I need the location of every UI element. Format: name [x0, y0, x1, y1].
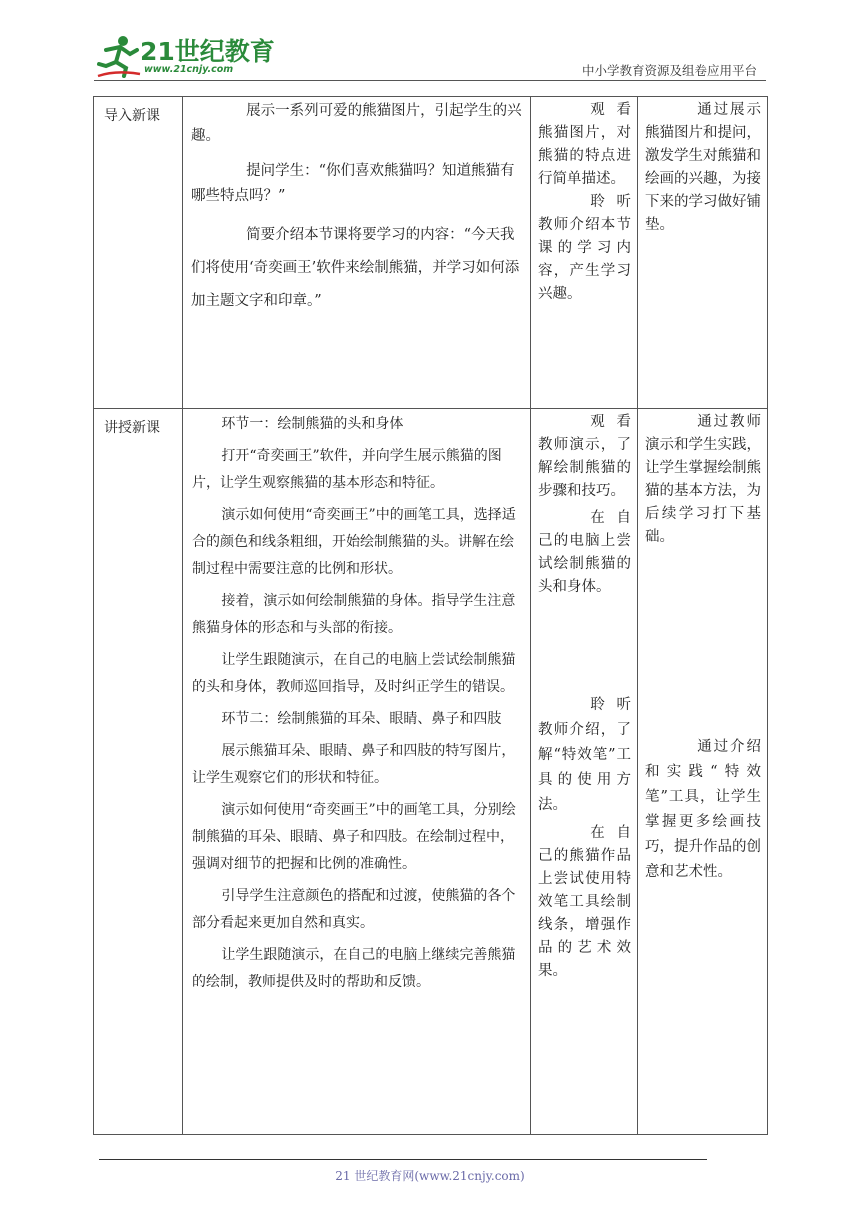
intent-paragraph: 通过展示熊猫图片和提问，激发学生对熊猫和绘画的兴趣，为接下来的学习做好铺垫。 — [645, 102, 761, 233]
design-intent-cell — [638, 97, 768, 409]
footer-text[interactable]: 21 世纪教育网(www.21cnjy.com) — [335, 1169, 525, 1183]
segment-cell — [94, 409, 183, 1135]
table-row-intro — [94, 97, 768, 409]
student-paragraph: 在自己的熊猫作品上尝试使用特效笔工具绘制线条，增强作品的艺术效果。 — [538, 825, 631, 979]
teacher-paragraph: 展示熊猫耳朵、眼睛、鼻子和四肢的特写图片，让学生观察它们的形状和特征。 — [192, 743, 516, 786]
teacher-paragraph: 演示如何使用“奇奕画王”中的画笔工具，分别绘制熊猫的耳朵、眼睛、鼻子和四肢。在绘制过程中，强调对细节的把握和比例的准确性。 — [192, 802, 516, 872]
student-activity-cell — [531, 97, 638, 409]
teacher-activity-cell — [183, 409, 531, 1135]
student-paragraph: 聆听教师介绍本节课的学习内容，产生学习兴趣。 — [538, 194, 631, 302]
student-activity-cell — [531, 409, 638, 1135]
teacher-paragraph: 演示如何使用“奇奕画王”中的画笔工具，选择适合的颜色和线条粗细，开始绘制熊猫的头。讲解在绘制过程中需要注意的比例和形状。 — [192, 507, 516, 577]
student-paragraph: 在自己的电脑上尝试绘制熊猫的头和身体。 — [538, 510, 631, 595]
design-intent-cell — [638, 409, 768, 1135]
student-paragraph: 观看教师演示，了解绘制熊猫的步骤和技巧。 — [538, 414, 631, 499]
teacher-paragraph: 让学生跟随演示，在自己的电脑上尝试绘制熊猫的头和身体，教师巡回指导，及时纠正学生的错误。 — [192, 652, 516, 695]
student-paragraph: 聆听教师介绍，了解“特效笔”工具的使用方法。 — [538, 697, 631, 813]
table-row-lecture — [94, 409, 768, 1135]
teacher-paragraph: 让学生跟随演示，在自己的电脑上继续完善熊猫的绘制，教师提供及时的帮助和反馈。 — [192, 947, 516, 990]
segment-cell — [94, 97, 183, 409]
site-logo[interactable] — [96, 34, 275, 78]
lesson-table — [93, 96, 768, 1135]
logo-url-text: www.21cnjy.com — [144, 64, 234, 75]
teacher-paragraph: 接着，演示如何绘制熊猫的身体。指导学生注意熊猫身体的形态和与头部的衔接。 — [192, 593, 516, 636]
teacher-activity-cell — [183, 97, 531, 409]
teacher-paragraph: 打开“奇奕画王”软件，并向学生展示熊猫的图片，让学生观察熊猫的基本形态和特征。 — [192, 448, 502, 491]
segment-label: 讲授新课 — [104, 420, 160, 436]
teacher-paragraph: 环节一：绘制熊猫的头和身体 — [221, 416, 404, 432]
teacher-paragraph: 提问学生：“你们喜欢熊猫吗？知道熊猫有哪些特点吗？” — [191, 163, 515, 204]
footer-divider — [99, 1159, 707, 1160]
runner-logo-icon — [96, 34, 142, 78]
platform-name: 中小学教育资源及组卷应用平台 — [581, 63, 757, 78]
intent-paragraph: 通过教师演示和学生实践，让学生掌握绘制熊猫的基本方法，为后续学习打下基础。 — [645, 414, 761, 545]
teacher-paragraph: 引导学生注意颜色的搭配和过渡，使熊猫的各个部分看起来更加自然和真实。 — [192, 888, 516, 931]
intent-paragraph: 通过介绍和实践“特效笔”工具，让学生掌握更多绘画技巧，提升作品的创意和艺术性。 — [645, 739, 761, 880]
logo-brand-text: 21世纪教育 — [140, 37, 275, 66]
student-paragraph: 观看熊猫图片，对熊猫的特点进行简单描述。 — [538, 102, 631, 187]
teacher-paragraph: 展示一系列可爱的熊猫图片，引起学生的兴趣。 — [191, 103, 522, 144]
segment-label: 导入新课 — [104, 108, 160, 124]
teacher-paragraph: 简要介绍本节课将要学习的内容：“今天我们将使用‘奇奕画王’软件来绘制熊猫，并学习如何添加主题文字和印章。” — [191, 227, 520, 309]
header-divider — [94, 80, 766, 81]
teacher-paragraph: 环节二：绘制熊猫的耳朵、眼睛、鼻子和四肢 — [221, 711, 502, 727]
page-header — [0, 0, 860, 90]
